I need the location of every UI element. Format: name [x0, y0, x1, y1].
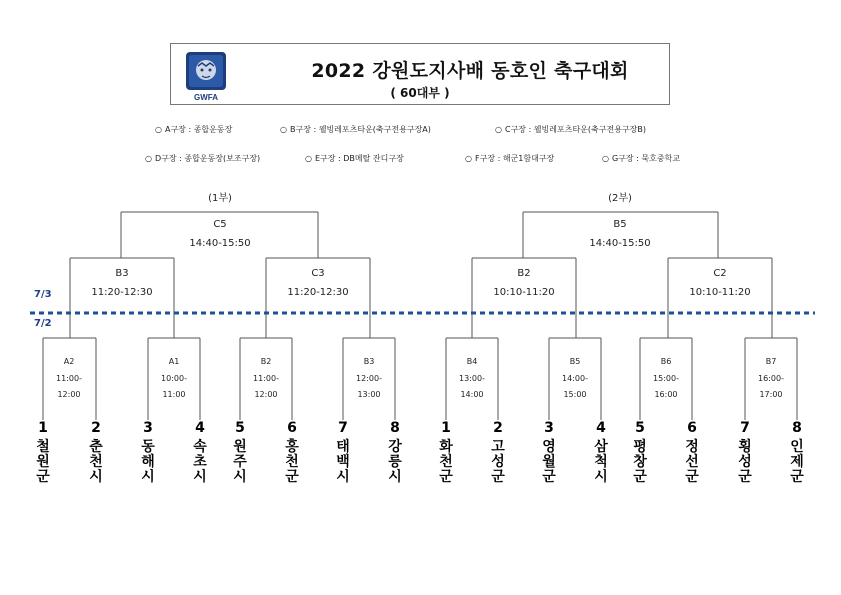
- match-time: 12:00: [57, 390, 81, 399]
- team-name: 동해시: [141, 439, 155, 485]
- venue-item: ○ A구장 : 종합운동장: [155, 125, 233, 134]
- match-time: 15:00: [563, 390, 587, 399]
- match-label: C5: [213, 219, 227, 230]
- team-slot: [86, 420, 106, 485]
- team-slot: [488, 420, 508, 485]
- team-number: 2: [493, 420, 503, 436]
- match-time: 16:00: [654, 390, 678, 399]
- match-time: 17:00: [759, 390, 783, 399]
- match-label: B5: [613, 219, 627, 230]
- match-time: 12:00: [254, 390, 278, 399]
- team-slot: [735, 420, 755, 485]
- match-label: C2: [713, 268, 727, 279]
- team-number: 3: [143, 420, 153, 436]
- team-slot: [333, 420, 353, 485]
- match-time: 13:00: [357, 390, 381, 399]
- match-label: B2: [260, 357, 272, 366]
- match-label: A2: [63, 357, 75, 366]
- match-time: 11:00: [162, 390, 186, 399]
- team-number: 4: [195, 420, 205, 436]
- team-number: 8: [390, 420, 400, 436]
- team-number: 8: [792, 420, 802, 436]
- team-number: 5: [235, 420, 245, 436]
- team-name: 강릉시: [388, 439, 402, 485]
- match-label: C3: [311, 268, 325, 279]
- team-name: 홍천군: [285, 439, 299, 485]
- day-label-upper: 7/3: [34, 289, 52, 300]
- match-time: 14:40-15:50: [589, 238, 651, 249]
- match-time: 15:00-: [653, 374, 679, 383]
- match-time: 14:00: [460, 390, 484, 399]
- match-time: 10:10-11:20: [689, 287, 751, 298]
- match-label: B5: [569, 357, 581, 366]
- match-time: 11:00-: [253, 374, 279, 383]
- round-label-left: (1부): [208, 193, 232, 204]
- team-name: 횡성군: [738, 439, 752, 485]
- team-slot: [190, 420, 210, 485]
- venue-item: ○ C구장 : 웰빙레포츠타운(축구전용구장B): [495, 125, 647, 134]
- team-slot: [33, 420, 53, 485]
- match-time: 16:00-: [758, 374, 784, 383]
- team-name: 태백시: [336, 439, 350, 485]
- match-label: B7: [765, 357, 777, 366]
- team-name: 인제군: [790, 439, 804, 485]
- round-label-right: (2부): [608, 193, 632, 204]
- match-time: 10:10-11:20: [493, 287, 555, 298]
- team-slot: [591, 420, 611, 485]
- team-number: 2: [91, 420, 101, 436]
- match-label: B4: [466, 357, 478, 366]
- team-number: 1: [441, 420, 451, 436]
- team-slot: [385, 420, 405, 485]
- team-name: 철원군: [36, 439, 50, 485]
- team-slot: [282, 420, 302, 485]
- logo-text: GWFA: [194, 93, 218, 102]
- team-name: 삼척시: [594, 439, 608, 485]
- day-label-lower: 7/2: [34, 318, 52, 329]
- match-time: 13:00-: [459, 374, 485, 383]
- team-name: 영월군: [542, 439, 556, 485]
- team-slot: [682, 420, 702, 485]
- team-name: 화천군: [439, 439, 453, 485]
- venue-item: ○ B구장 : 웰빙레포츠타운(축구전용구장A): [280, 125, 431, 134]
- team-name: 속초시: [193, 439, 207, 485]
- team-slot: [630, 420, 650, 485]
- match-time: 11:20-12:30: [91, 287, 153, 298]
- team-number: 1: [38, 420, 48, 436]
- match-label: B3: [363, 357, 375, 366]
- match-time: 12:00-: [356, 374, 382, 383]
- match-label: B3: [115, 268, 129, 279]
- venue-item: ○ F구장 : 해군1함대구장: [465, 154, 555, 163]
- match-time: 11:20-12:30: [287, 287, 349, 298]
- match-time: 14:40-15:50: [189, 238, 251, 249]
- team-name: 정선군: [685, 439, 699, 485]
- team-number: 6: [287, 420, 297, 436]
- team-slot: [787, 420, 807, 485]
- team-number: 4: [596, 420, 606, 436]
- team-slot: [539, 420, 559, 485]
- match-label: A1: [168, 357, 180, 366]
- division-label: ( 60대부 ): [390, 86, 450, 100]
- venue-item: ○ G구장 : 묵호중학교: [602, 154, 681, 163]
- team-name: 고성군: [491, 439, 505, 485]
- match-label: B6: [660, 357, 672, 366]
- venue-item: ○ D구장 : 종합운동장(보조구장): [145, 154, 261, 163]
- page-title: 2022 강원도지사배 동호인 축구대회: [311, 60, 629, 82]
- team-name: 평창군: [633, 439, 647, 485]
- team-number: 7: [338, 420, 348, 436]
- team-name: 춘천시: [89, 439, 103, 485]
- team-number: 3: [544, 420, 554, 436]
- team-name: 원주시: [233, 439, 247, 485]
- match-time: 14:00-: [562, 374, 588, 383]
- venue-item: ○ E구장 : DB메탈 잔디구장: [305, 154, 404, 163]
- team-number: 6: [687, 420, 697, 436]
- match-time: 10:00-: [161, 374, 187, 383]
- team-slot: [230, 420, 250, 485]
- team-number: 7: [740, 420, 750, 436]
- match-label: B2: [517, 268, 531, 279]
- team-slot: [138, 420, 158, 485]
- team-slot: [436, 420, 456, 485]
- match-time: 11:00-: [56, 374, 82, 383]
- team-number: 5: [635, 420, 645, 436]
